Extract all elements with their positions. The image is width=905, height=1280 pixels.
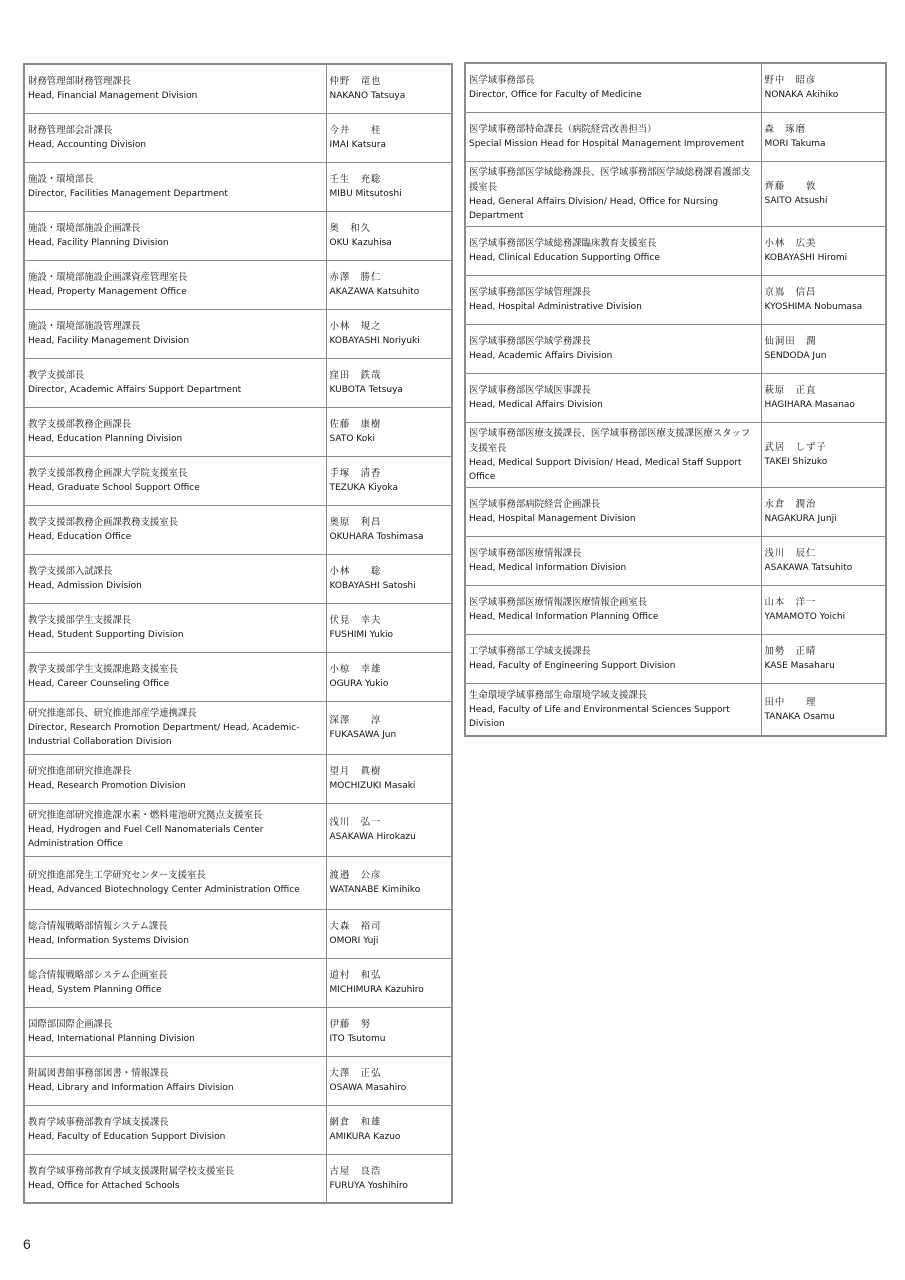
person-name-en: MORI Takuma [764, 139, 826, 149]
table-row [465, 63, 886, 112]
person-name-ja: 大澤 正弘 [329, 1068, 382, 1079]
position-title-en: Head, Graduate School Support Office [28, 483, 200, 493]
person-name-en: FURUYA Yoshihiro [329, 1180, 408, 1191]
position-cell [465, 634, 761, 683]
page-number: 6 [23, 1236, 31, 1252]
position-title-en: Head, Advanced Biotechnology Center Administration Office [28, 885, 300, 895]
position-cell [465, 112, 761, 161]
person-name-en: KUBOTA Tetsuya [329, 385, 403, 395]
person-name-en: OMORI Yuji [329, 936, 379, 946]
position-title-ja: 国際部国際企画課長 [28, 1019, 113, 1030]
position-cell [24, 162, 326, 211]
table-row [465, 585, 886, 634]
position-title-en: Head, Faculty of Engineering Support Division [469, 661, 676, 671]
position-title-en: Head, Property Management Office [28, 287, 187, 297]
position-title-en: Head, Hospital Management Division [469, 514, 636, 524]
person-name-en: KOBAYASHI Hiromi [764, 253, 848, 263]
position-cell [24, 260, 326, 309]
position-title-en: Head, Education Office [28, 532, 132, 542]
name-cell [761, 275, 886, 324]
person-name-en: KOBAYASHI Satoshi [329, 581, 416, 591]
table-row [24, 958, 452, 1007]
table-row [24, 754, 452, 803]
person-name-ja: 大森 裕司 [329, 921, 382, 932]
person-name-ja: 窪田 鉄哉 [329, 370, 382, 381]
position-title-ja: 附属図書館事務部図書・情報課長 [28, 1068, 169, 1079]
name-cell [326, 162, 452, 211]
position-cell [24, 803, 326, 856]
position-cell [24, 211, 326, 260]
name-cell [761, 585, 886, 634]
person-name-en: ASAKAWA Tatsuhito [764, 563, 853, 573]
position-title-ja: 生命環境学域事務部生命環境学域支援課長 [469, 689, 648, 701]
position-cell [465, 585, 761, 634]
person-name-en: HAGIHARA Masanao [764, 400, 855, 410]
position-title-ja: 教学支援部学生支援課進路支援室長 [28, 664, 179, 675]
position-title-ja: 医学域事務部長 [469, 75, 535, 87]
position-cell [24, 701, 326, 754]
position-title-en: Head, Faculty of Life and Environmental Sciences Support Division [469, 704, 730, 729]
position-title-en: Head, Information Systems Division [28, 936, 189, 946]
table-row [465, 226, 886, 275]
person-name-ja: 道村 和弘 [329, 970, 382, 981]
table-row [24, 358, 452, 407]
position-cell [465, 683, 761, 736]
position-title-en: Head, Financial Management Division [28, 91, 198, 102]
position-title-ja: 施設・環境部施設管理課長 [28, 321, 141, 332]
position-title-en: Head, International Planning Division [28, 1034, 195, 1044]
person-name-ja: 伏見 幸夫 [329, 615, 382, 626]
position-title-en: Head, General Affairs Division/ Head, Office for Nursing Department [469, 196, 719, 221]
person-name-ja: 古屋 良浩 [329, 1165, 382, 1177]
position-title-en: Head, Medical Support Division/ Head, Medical Staff Support Office [469, 457, 742, 482]
table-row [24, 407, 452, 456]
person-name-ja: 渡邉 公彦 [329, 870, 382, 881]
position-title-ja: 総合情報戦略部システム企画室長 [28, 970, 168, 981]
name-cell [326, 856, 452, 909]
table-row [24, 701, 452, 754]
position-title-ja: 医学域事務部医学域総務課長、医学域事務部医学域総務課看護部支援室長 [469, 166, 751, 193]
person-name-ja: 伊藤 努 [329, 1019, 372, 1030]
person-name-en: NAGAKURA Junji [764, 514, 837, 524]
person-name-ja: 網倉 和雄 [329, 1117, 382, 1128]
name-cell [326, 554, 452, 603]
table-row [24, 652, 452, 701]
name-cell [326, 909, 452, 958]
position-title-ja: 医学域事務部医療情報課医療情報企画室長 [469, 597, 648, 608]
position-cell [24, 64, 326, 113]
table-row [24, 1007, 452, 1056]
position-cell [465, 161, 761, 226]
position-title-en: Head, Student Supporting Division [28, 630, 184, 640]
person-name-en: ASAKAWA Hirokazu [329, 832, 416, 842]
position-title-en: Head, Library and Information Affairs Division [28, 1083, 234, 1093]
table-row [465, 161, 886, 226]
person-name-en: NAKANO Tatsuya [329, 91, 406, 102]
position-title-ja: 研究推進部長、研究推進部産学連携課長 [28, 708, 197, 719]
name-cell [326, 603, 452, 652]
table-row [24, 309, 452, 358]
position-title-en: Head, Medical Affairs Division [469, 400, 603, 410]
person-name-ja: 小林 規之 [329, 321, 382, 332]
position-title-ja: 研究推進部研究推進課水素・燃料電池研究拠点支援室長 [28, 810, 263, 821]
position-title-ja: 教学支援部教務企画課長 [28, 419, 132, 430]
person-name-ja: 仲野 竜也 [329, 76, 382, 88]
name-cell [326, 358, 452, 407]
position-title-ja: 施設・環境部施設企画課長 [28, 223, 141, 234]
name-cell [326, 754, 452, 803]
person-name-en: OKU Kazuhisa [329, 238, 392, 248]
table-row [465, 275, 886, 324]
position-cell [465, 226, 761, 275]
position-title-en: Director, Facilities Management Department [28, 189, 228, 199]
person-name-en: OSAWA Masahiro [329, 1083, 407, 1093]
position-title-en: Head, System Planning Office [28, 985, 162, 995]
position-cell [24, 1007, 326, 1056]
position-cell [24, 358, 326, 407]
person-name-ja: 今井 桂 [329, 125, 382, 136]
position-title-en: Director, Academic Affairs Support Department [28, 385, 242, 395]
name-cell [326, 407, 452, 456]
person-name-en: TANAKA Osamu [764, 711, 835, 722]
position-title-ja: 医学域事務部医療情報課長 [469, 548, 582, 559]
name-cell [761, 422, 886, 487]
position-title-en: Director, Office for Faculty of Medicine [469, 90, 642, 101]
position-title-en: Head, Medical Information Planning Office [469, 612, 659, 622]
person-name-en: FUSHIMI Yukio [329, 630, 394, 640]
table-row [24, 909, 452, 958]
position-title-ja: 医学域事務部医学域学務課長 [469, 336, 591, 347]
person-name-ja: 山本 洋一 [764, 597, 817, 608]
position-title-ja: 教学支援部入試課長 [28, 566, 113, 577]
person-name-en: ITO Tsutomu [329, 1034, 386, 1044]
person-name-ja: 奥 和久 [329, 223, 372, 234]
person-name-ja: 奥原 利昌 [329, 517, 382, 528]
position-cell [24, 1056, 326, 1105]
name-cell [326, 309, 452, 358]
table-row [465, 634, 886, 683]
person-name-en: NONAKA Akihiko [764, 90, 839, 101]
right-staff-table-body [465, 63, 886, 736]
name-cell [761, 634, 886, 683]
person-name-ja: 永倉 潤治 [764, 499, 817, 510]
table-row [24, 603, 452, 652]
position-title-ja: 医学域事務部医学域総務課臨床教育支援室長 [469, 238, 657, 249]
table-row [24, 1154, 452, 1203]
name-cell [761, 536, 886, 585]
name-cell [326, 113, 452, 162]
person-name-en: MICHIMURA Kazuhiro [329, 985, 424, 995]
table-row [24, 554, 452, 603]
position-cell [24, 1154, 326, 1203]
position-title-en: Head, Office for Attached Schools [28, 1180, 180, 1191]
position-title-ja: 教学支援部長 [28, 370, 85, 381]
person-name-en: SAITO Atsushi [764, 196, 828, 206]
person-name-ja: 萩原 正直 [764, 385, 817, 396]
person-name-en: KYOSHIMA Nobumasa [764, 302, 863, 312]
position-title-ja: 教学支援部学生支援課長 [28, 615, 132, 626]
name-cell [326, 260, 452, 309]
name-cell [326, 958, 452, 1007]
position-cell [465, 536, 761, 585]
name-cell [326, 456, 452, 505]
position-title-en: Head, Research Promotion Division [28, 781, 186, 791]
position-cell [24, 603, 326, 652]
person-name-ja: 齊藤 敦 [764, 181, 817, 192]
person-name-ja: 京嶌 信昌 [764, 287, 817, 298]
name-cell [761, 112, 886, 161]
right-staff-table [464, 62, 887, 737]
position-title-en: Special Mission Head for Hospital Management Improvement [469, 139, 745, 149]
person-name-en: TEZUKA Kiyoka [329, 483, 399, 493]
name-cell [761, 373, 886, 422]
person-name-ja: 手塚 清香 [329, 468, 382, 479]
person-name-ja: 赤澤 勝仁 [329, 272, 382, 283]
table-row [24, 162, 452, 211]
name-cell [326, 803, 452, 856]
position-title-en: Head, Facility Planning Division [28, 238, 169, 248]
person-name-ja: 小林 広美 [764, 238, 817, 249]
position-title-ja: 教育学域事務部教育学域支援課附属学校支援室長 [28, 1165, 235, 1177]
position-cell [465, 63, 761, 112]
person-name-ja: 加勢 正晴 [764, 646, 817, 657]
person-name-ja: 浅川 辰仁 [764, 548, 817, 559]
person-name-ja: 武居 しず子 [764, 442, 827, 453]
name-cell [326, 1056, 452, 1105]
person-name-ja: 小椋 幸雄 [329, 664, 382, 675]
table-row [465, 487, 886, 536]
left-staff-table-body [24, 64, 452, 1203]
person-name-en: MIBU Mitsutoshi [329, 189, 402, 199]
position-title-en: Head, Hospital Administrative Division [469, 302, 642, 312]
person-name-en: KASE Masaharu [764, 661, 835, 671]
position-title-en: Head, Facility Management Division [28, 336, 190, 346]
person-name-ja: 小林 聡 [329, 566, 382, 577]
name-cell [326, 701, 452, 754]
position-title-ja: 研究推進部研究推進課長 [28, 766, 132, 777]
name-cell [326, 211, 452, 260]
position-cell [24, 113, 326, 162]
person-name-ja: 田中 理 [764, 696, 817, 708]
name-cell [326, 1105, 452, 1154]
table-row [24, 64, 452, 113]
person-name-ja: 望月 眞樹 [329, 766, 382, 777]
table-row [465, 112, 886, 161]
name-cell [761, 63, 886, 112]
position-title-en: Head, Clinical Education Supporting Office [469, 253, 660, 263]
person-name-en: YAMAMOTO Yoichi [764, 612, 846, 622]
person-name-en: SATO Koki [329, 434, 375, 444]
table-row [24, 1105, 452, 1154]
position-cell [24, 554, 326, 603]
position-title-ja: 財務管理部会計課長 [28, 125, 113, 136]
person-name-en: SENDODA Jun [764, 351, 827, 361]
position-title-ja: 施設・環境部施設企画課資産管理室長 [28, 272, 188, 283]
name-cell [326, 652, 452, 701]
name-cell [761, 161, 886, 226]
left-staff-table [23, 63, 453, 1204]
position-cell [465, 324, 761, 373]
table-row [24, 211, 452, 260]
table-row [24, 505, 452, 554]
position-title-en: Head, Academic Affairs Division [469, 351, 613, 361]
person-name-ja: 佐藤 康樹 [329, 419, 382, 430]
position-title-ja: 施設・環境部長 [28, 174, 94, 185]
person-name-en: TAKEI Shizuko [764, 457, 828, 467]
position-cell [24, 505, 326, 554]
position-title-en: Director, Research Promotion Department/ Head, Academic-Industrial Collaboration Division [28, 723, 300, 747]
position-cell [24, 456, 326, 505]
name-cell [761, 683, 886, 736]
position-cell [465, 373, 761, 422]
position-cell [24, 407, 326, 456]
name-cell [761, 487, 886, 536]
name-cell [761, 226, 886, 275]
position-title-ja: 研究推進部発生工学研究センター支援室長 [28, 870, 206, 881]
person-name-en: AMIKURA Kazuo [329, 1132, 401, 1142]
table-row [24, 456, 452, 505]
position-title-en: Head, Career Counseling Office [28, 679, 170, 689]
position-cell [24, 958, 326, 1007]
position-title-ja: 教学支援部教務企画課教務支援室長 [28, 517, 179, 528]
table-row [24, 113, 452, 162]
person-name-en: FUKASAWA Jun [329, 730, 397, 740]
person-name-ja: 深澤 淳 [329, 715, 382, 726]
table-row [465, 422, 886, 487]
position-title-ja: 医学域事務部病院経営企画課長 [469, 499, 601, 510]
table-row [24, 803, 452, 856]
position-cell [24, 909, 326, 958]
person-name-ja: 仙洞田 潤 [764, 336, 817, 347]
position-title-ja: 財務管理部財務管理課長 [28, 76, 132, 88]
table-row [24, 260, 452, 309]
person-name-en: WATANABE Kimihiko [329, 885, 421, 895]
person-name-en: AKAZAWA Katsuhito [329, 287, 420, 297]
position-title-en: Head, Education Planning Division [28, 434, 183, 444]
table-row [465, 324, 886, 373]
name-cell [761, 324, 886, 373]
position-cell [465, 422, 761, 487]
person-name-en: OKUHARA Toshimasa [329, 532, 424, 542]
name-cell [326, 64, 452, 113]
table-row [24, 1056, 452, 1105]
position-cell [465, 487, 761, 536]
position-title-ja: 医学域事務部医学域医事課長 [469, 385, 591, 396]
position-title-en: Head, Admission Division [28, 581, 142, 591]
person-name-en: IMAI Katsura [329, 140, 386, 150]
position-title-ja: 教学支援部教務企画課大学院支援室長 [28, 468, 188, 479]
table-row [24, 856, 452, 909]
name-cell [326, 1007, 452, 1056]
position-cell [24, 309, 326, 358]
position-cell [24, 754, 326, 803]
person-name-ja: 野中 昭彦 [764, 75, 817, 87]
person-name-en: KOBAYASHI Noriyuki [329, 336, 420, 346]
position-title-ja: 総合情報戦略部情報システム課長 [28, 921, 168, 932]
name-cell [326, 505, 452, 554]
position-title-en: Head, Accounting Division [28, 140, 147, 150]
person-name-ja: 壬生 充聡 [329, 174, 382, 185]
position-cell [465, 275, 761, 324]
position-title-en: Head, Faculty of Education Support Division [28, 1132, 226, 1142]
position-title-ja: 医学域事務部医療支援課長、医学域事務部医療支援課医療スタッフ支援室長 [469, 427, 751, 454]
position-title-en: Head, Hydrogen and Fuel Cell Nanomaterials Center Administration Office [28, 825, 264, 849]
person-name-ja: 浅川 弘一 [329, 817, 382, 828]
position-title-ja: 工学域事務部工学域支援課長 [469, 646, 591, 657]
position-title-ja: 医学域事務部特命課長（病院経営改善担当） [469, 124, 657, 135]
person-name-en: MOCHIZUKI Masaki [329, 781, 416, 791]
person-name-ja: 森 琢磨 [764, 124, 807, 135]
person-name-en: OGURA Yukio [329, 679, 389, 689]
position-title-ja: 教育学域事務部教育学域支援課長 [28, 1117, 169, 1128]
name-cell [326, 1154, 452, 1203]
position-title-ja: 医学域事務部医学域管理課長 [469, 287, 591, 298]
position-title-en: Head, Medical Information Division [469, 563, 627, 573]
table-row [465, 373, 886, 422]
table-row [465, 683, 886, 736]
position-cell [24, 652, 326, 701]
position-cell [24, 856, 326, 909]
position-cell [24, 1105, 326, 1154]
table-row [465, 536, 886, 585]
